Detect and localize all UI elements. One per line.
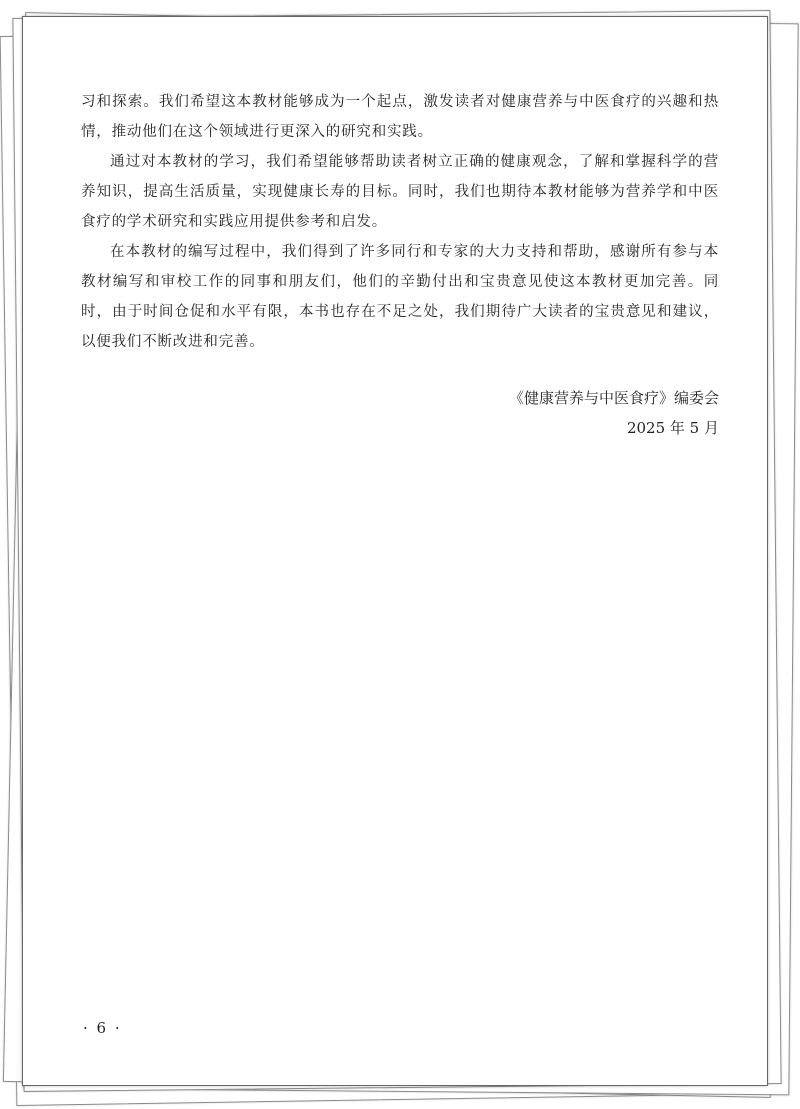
paragraph-1: 习和探索。我们希望这本教材能够成为一个起点，激发读者对健康营养与中医食疗的兴趣和热情，推动他们在这个领域进行更深入的研究和实践。 xyxy=(81,94,719,140)
signature-date: 2025 年 5 月 xyxy=(626,419,719,437)
page-number: · 6 · xyxy=(83,1019,122,1037)
paragraph-3: 在本教材的编写过程中，我们得到了许多同行和专家的大力支持和帮助，感谢所有参与本教材编写和审校工作的同事和朋友们，他们的辛勤付出和宝贵意见使这本教材更加完善。同时，由于时间仓促和水平有限，本书也存在不足之处，我们期待广大读者的宝贵意见和建议，以便我们不断改进和完善。 xyxy=(81,244,719,350)
signature-block xyxy=(81,383,719,443)
document-page xyxy=(22,16,768,1086)
paragraph-2: 通过对本教材的学习，我们希望能够帮助读者树立正确的健康观念，了解和掌握科学的营养知识，提高生活质量，实现健康长寿的目标。同时，我们也期待本教材能够为营养学和中医食疗的学术研究和实践应用提供参考和启发。 xyxy=(81,154,719,230)
page-content xyxy=(81,87,719,443)
committee-name: 《健康营养与中医食疗》编委会 xyxy=(508,389,719,407)
